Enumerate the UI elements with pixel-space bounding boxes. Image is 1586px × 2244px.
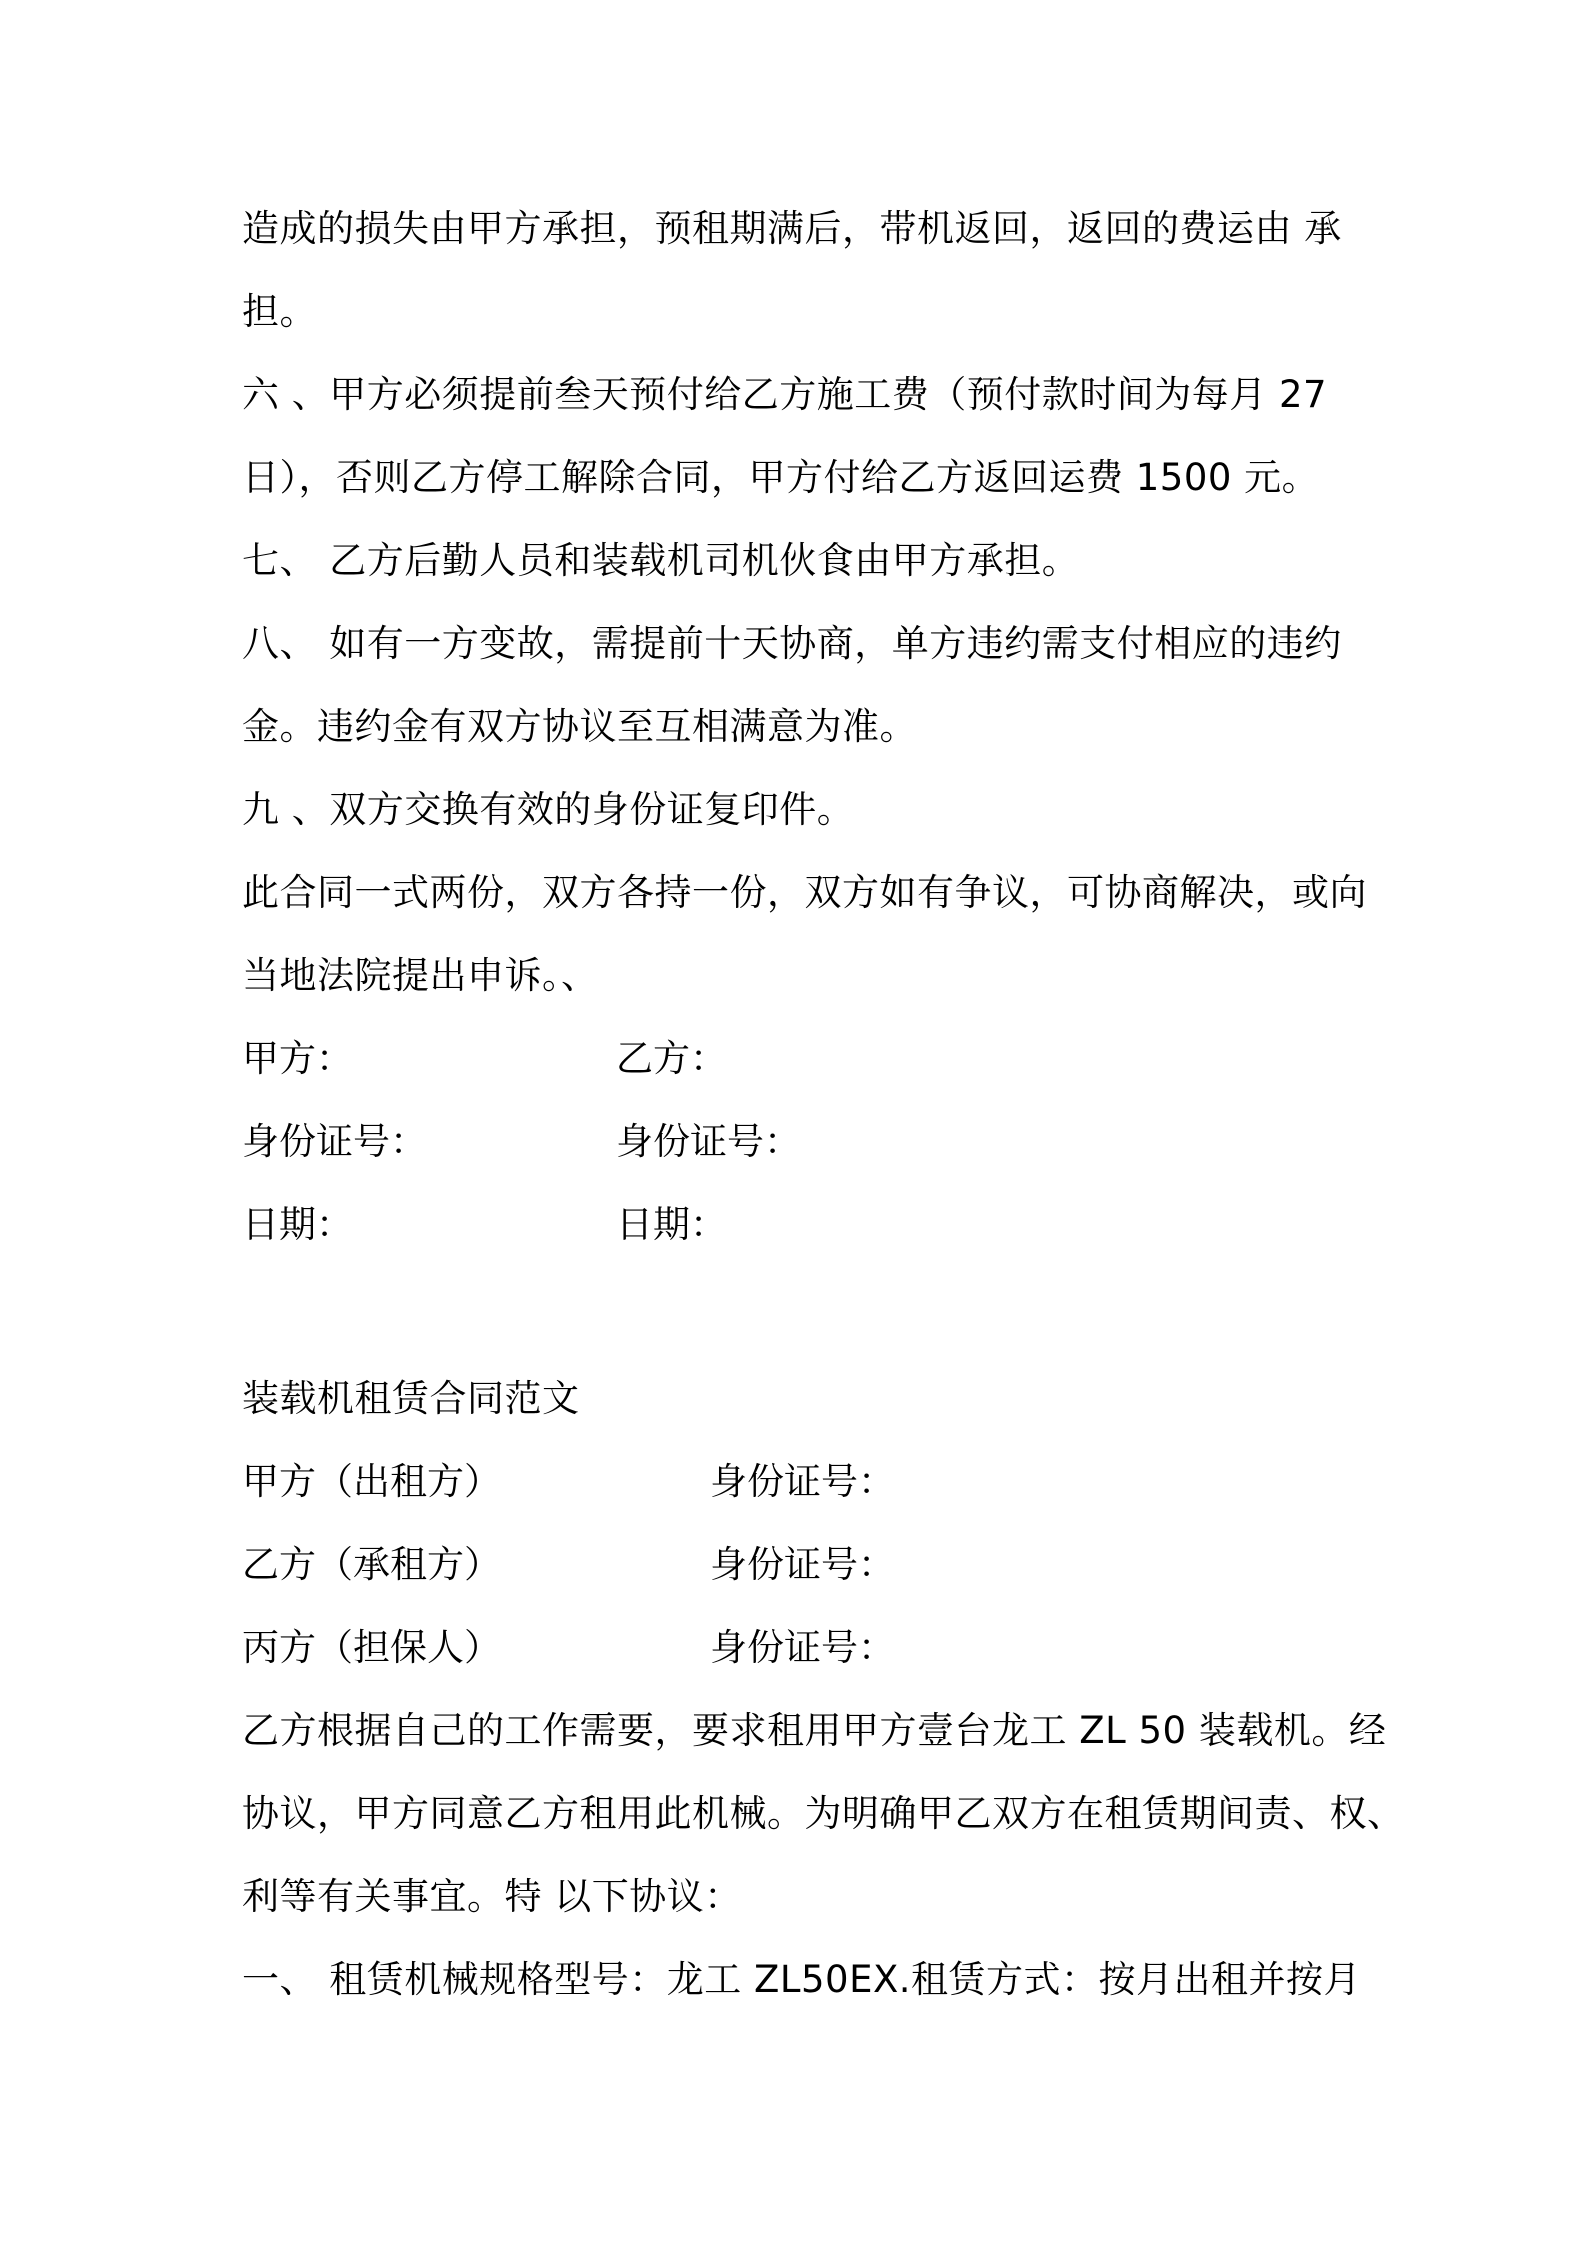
- lessee-id-label: 身份证号：: [710, 1543, 895, 1586]
- party-b-date-label: 日期：: [616, 1203, 727, 1246]
- clause-6-line-1: 六 、甲方必须提前叁天预付给乙方施工费（预付款时间为每月 27: [242, 373, 1328, 416]
- clause-8-line-1: 八、 如有一方变故，需提前十天协商，单方违约需支付相应的违约: [242, 622, 1342, 665]
- clause-5-continued-end: 担。: [242, 290, 317, 333]
- clause-9: 九 、双方交换有效的身份证复印件。: [242, 788, 855, 831]
- intro-line-1: 乙方根据自己的工作需要，要求租用甲方壹台龙工 ZL 50 装载机。经: [242, 1709, 1387, 1752]
- closing-line-2: 当地法院提出申诉。、: [242, 954, 599, 997]
- intro-line-3: 利等有关事宜。特 以下协议：: [242, 1875, 742, 1918]
- article-1-line: 一、 租赁机械规格型号：龙工 ZL50EX.租赁方式：按月出租并按月: [242, 1958, 1362, 2001]
- clause-8-line-2: 金。违约金有双方协议至互相满意为准。: [242, 705, 917, 748]
- party-a-label: 甲方：: [242, 1037, 353, 1080]
- clause-5-continued-line: 造成的损失由甲方承担，预租期满后，带机返回，返回的费运由 承: [242, 207, 1342, 250]
- guarantor-id-label: 身份证号：: [710, 1626, 895, 1669]
- clause-7: 七、 乙方后勤人员和装载机司机伙食由甲方承担。: [242, 539, 1080, 582]
- lessor-label: 甲方（出租方）: [242, 1460, 501, 1503]
- party-a-id-label: 身份证号：: [242, 1120, 427, 1163]
- clause-6-line-2: 日），否则乙方停工解除合同，甲方付给乙方返回运费 1500 元。: [242, 456, 1320, 499]
- closing-line-1: 此合同一式两份，双方各持一份，双方如有争议，可协商解决，或向: [242, 871, 1367, 914]
- lessee-label: 乙方（承租方）: [242, 1543, 501, 1586]
- lessor-id-label: 身份证号：: [710, 1460, 895, 1503]
- party-b-id-label: 身份证号：: [616, 1120, 801, 1163]
- guarantor-label: 丙方（担保人）: [242, 1626, 501, 1669]
- intro-line-2: 协议，甲方同意乙方租用此机械。为明确甲乙双方在租赁期间责、权、: [242, 1792, 1405, 1835]
- party-a-date-label: 日期：: [242, 1203, 353, 1246]
- party-b-label: 乙方：: [616, 1037, 727, 1080]
- second-contract-title: 装载机租赁合同范文: [242, 1377, 580, 1420]
